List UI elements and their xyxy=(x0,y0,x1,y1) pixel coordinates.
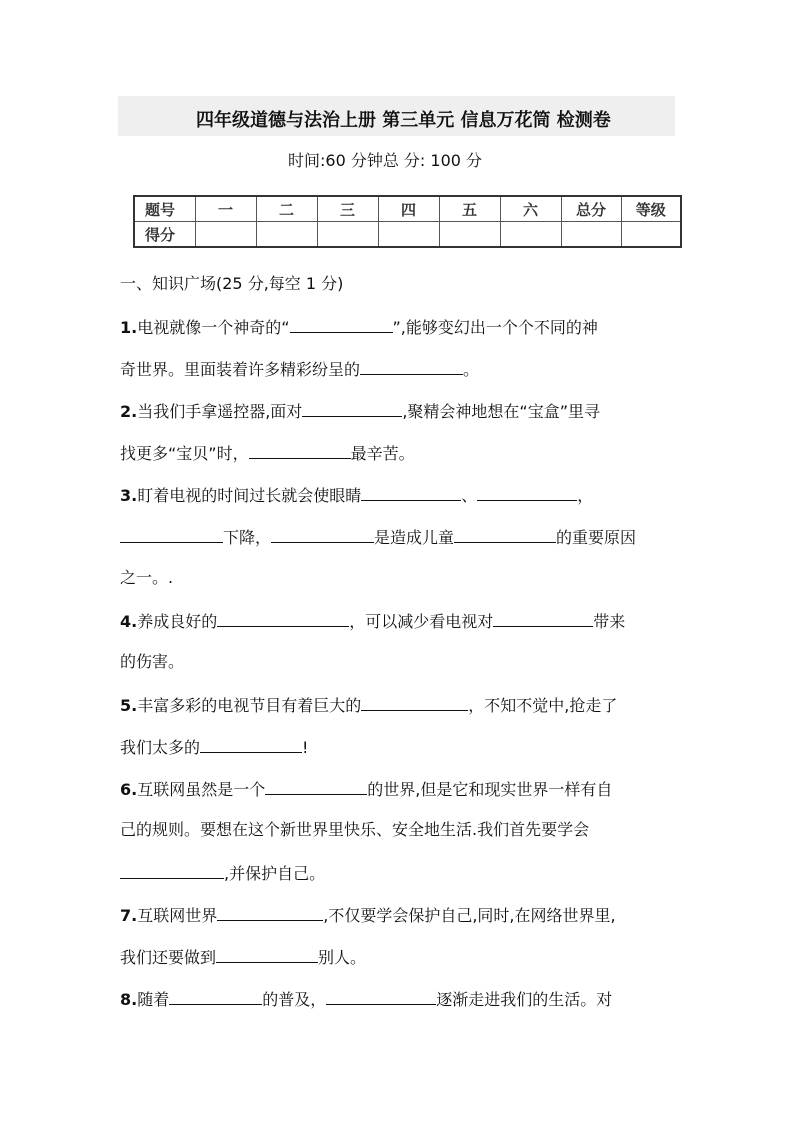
question-text: 丰富多彩的电视节目有着巨大的 xyxy=(137,696,362,715)
table-cell: 六 xyxy=(500,196,561,222)
answer-blank[interactable] xyxy=(217,904,323,921)
question-text: 的重要原因 xyxy=(556,528,637,547)
question-text: 带来 xyxy=(593,612,626,631)
answer-blank[interactable] xyxy=(200,736,302,753)
score-cell[interactable] xyxy=(195,222,256,248)
table-cell: 四 xyxy=(378,196,439,222)
question-number: 1. xyxy=(120,318,138,337)
question-text: 最辛苦。 xyxy=(350,444,415,463)
question-text: 逐渐走进我们的生活。对 xyxy=(436,990,613,1009)
question-number: 6. xyxy=(120,780,138,799)
answer-blank[interactable] xyxy=(361,694,468,711)
score-cell[interactable] xyxy=(561,222,621,248)
answer-blank[interactable] xyxy=(326,988,436,1005)
question-6-line-3 xyxy=(120,862,325,884)
question-number: 2. xyxy=(120,402,138,421)
question-text: 互联网世界 xyxy=(137,906,218,925)
score-cell[interactable] xyxy=(621,222,681,248)
answer-blank[interactable] xyxy=(216,946,318,963)
question-1-line-2 xyxy=(120,358,479,380)
score-cell[interactable] xyxy=(378,222,439,248)
question-6-line-1 xyxy=(120,778,612,800)
section-heading: 一、知识广场(25 分,每空 1 分) xyxy=(120,274,344,293)
answer-blank[interactable] xyxy=(249,442,351,459)
answer-blank[interactable] xyxy=(290,316,393,333)
score-table-score-row xyxy=(134,222,681,248)
question-2-line-1 xyxy=(120,400,600,422)
question-text: 盯着电视的时间过长就会使眼睛 xyxy=(137,486,362,505)
question-text: 养成良好的 xyxy=(137,612,218,631)
question-text: 的世界,但是它和现实世界一样有自 xyxy=(367,780,613,799)
question-text: 我们还要做到 xyxy=(120,948,217,967)
table-cell: 总分 xyxy=(561,196,621,222)
question-text: 、 xyxy=(461,486,478,505)
table-cell: 题号 xyxy=(134,196,195,222)
answer-blank[interactable] xyxy=(360,358,463,375)
table-cell: 五 xyxy=(439,196,500,222)
question-text: 我们太多的 xyxy=(120,738,201,757)
question-text: 随着 xyxy=(137,990,170,1009)
question-text: ，不知不觉中,抢走了 xyxy=(468,696,618,715)
table-cell: 等级 xyxy=(621,196,681,222)
question-text: 电视就像一个神奇的“ xyxy=(137,318,290,337)
question-text: ”,能够变幻出一个个不同的神 xyxy=(392,318,598,337)
score-table-header-row xyxy=(134,196,681,222)
question-text: 当我们手拿遥控器,面对 xyxy=(137,402,303,421)
question-7-line-1 xyxy=(120,904,616,926)
answer-blank[interactable] xyxy=(120,526,223,543)
question-number: 3. xyxy=(120,486,138,505)
answer-blank[interactable] xyxy=(169,988,262,1005)
question-text: 下降， xyxy=(223,528,272,547)
question-6-line-2: 己的规则。要想在这个新世界里快乐、安全地生活.我们首先要学会 xyxy=(120,820,590,839)
question-7-line-2 xyxy=(120,946,366,968)
question-5-line-2 xyxy=(120,736,308,758)
question-text: ,聚精会神地想在“宝盒”里寻 xyxy=(402,402,600,421)
table-cell: 三 xyxy=(317,196,378,222)
answer-blank[interactable] xyxy=(265,778,367,795)
answer-blank[interactable] xyxy=(361,484,461,501)
question-1-line-1 xyxy=(120,316,598,338)
question-3-line-1 xyxy=(120,484,593,506)
question-number: 7. xyxy=(120,906,138,925)
page-title: 四年级道德与法治上册 第三单元 信息万花筒 检测卷 xyxy=(196,110,611,131)
answer-blank[interactable] xyxy=(493,610,593,627)
question-number: 5. xyxy=(120,696,138,715)
question-8-line-1 xyxy=(120,988,612,1010)
question-text: ， xyxy=(577,486,594,505)
question-text: 的普及， xyxy=(262,990,327,1009)
answer-blank[interactable] xyxy=(120,862,224,879)
score-cell[interactable] xyxy=(500,222,561,248)
question-text: ，可以减少看电视对 xyxy=(349,612,494,631)
question-2-line-2 xyxy=(120,442,415,464)
table-cell: 二 xyxy=(256,196,317,222)
table-cell: 得分 xyxy=(134,222,195,248)
question-number: 8. xyxy=(120,990,138,1009)
answer-blank[interactable] xyxy=(217,610,349,627)
question-3-line-3: 之一。. xyxy=(120,568,174,587)
question-number: 4. xyxy=(120,612,138,631)
exam-time-score: 时间:60 分钟总 分: 100 分 xyxy=(288,151,483,170)
table-cell: 一 xyxy=(195,196,256,222)
answer-blank[interactable] xyxy=(477,484,577,501)
question-text: ,不仅要学会保护自己,同时,在网络世界里, xyxy=(323,906,616,925)
question-text: ! xyxy=(302,738,309,757)
score-cell[interactable] xyxy=(439,222,500,248)
question-4-line-2: 的伤害。 xyxy=(120,652,185,671)
question-text: ,并保护自己。 xyxy=(224,864,326,883)
question-text: 奇世界。里面装着许多精彩纷呈的 xyxy=(120,360,361,379)
score-table xyxy=(133,195,682,248)
question-5-line-1 xyxy=(120,694,617,716)
answer-blank[interactable] xyxy=(302,400,402,417)
question-3-line-2 xyxy=(120,526,636,548)
question-4-line-1 xyxy=(120,610,625,632)
answer-blank[interactable] xyxy=(454,526,556,543)
question-text: 。 xyxy=(463,360,480,379)
score-cell[interactable] xyxy=(256,222,317,248)
question-text: 是造成儿童 xyxy=(374,528,455,547)
question-text: 互联网虽然是一个 xyxy=(137,780,266,799)
score-cell[interactable] xyxy=(317,222,378,248)
question-text: 别人。 xyxy=(318,948,367,967)
answer-blank[interactable] xyxy=(271,526,374,543)
question-text: 找更多“宝贝”时， xyxy=(120,444,249,463)
